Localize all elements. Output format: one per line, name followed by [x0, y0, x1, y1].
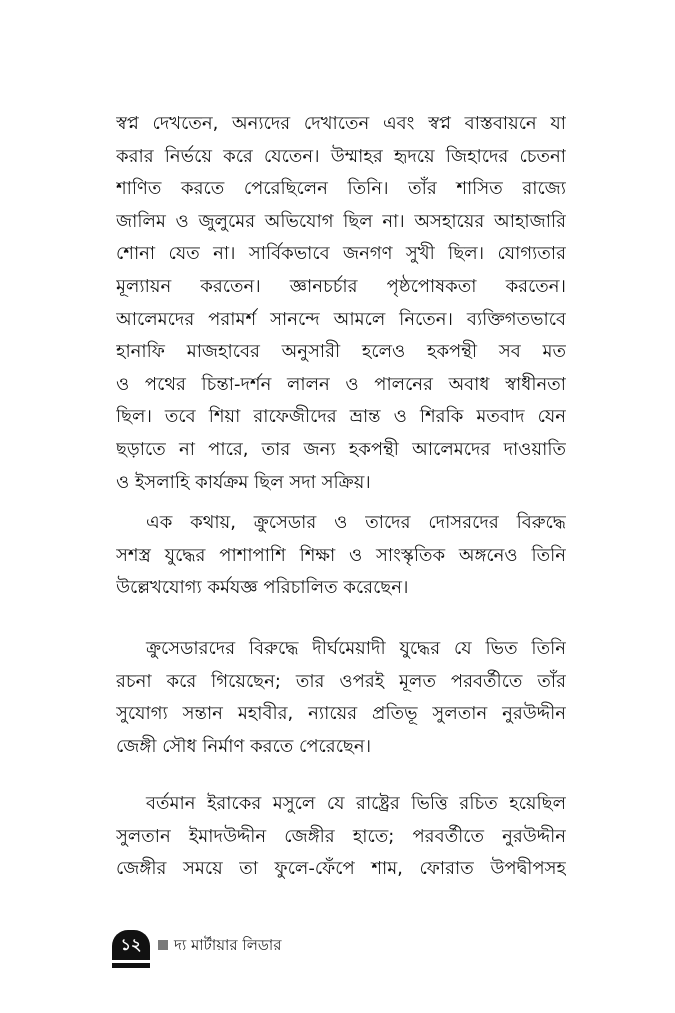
- text-line: জালিম ও জুলুমের অভিযোগ ছিল না। অসহায়ের আহাজারি: [116, 210, 566, 232]
- text-line: বর্তমান ইরাকের মসুলে যে রাষ্ট্রের ভিত্তি রচিত হয়েছিল: [146, 793, 566, 814]
- page-number-underline: [112, 963, 150, 968]
- text-line: সুযোগ্য সন্তান মহাবীর, ন্যায়ের প্রতিভূ সুলতান নুরউদ্দীন: [116, 703, 566, 725]
- text-line: সশস্ত্র যুদ্ধের পাশাপাশি শিক্ষা ও সাংস্কৃতিক অঙ্গনেও তিনি: [116, 544, 566, 566]
- text-line: সুলতান ইমাদউদ্দীন জেঙ্গীর হাতে; পরবর্তীতে নুরউদ্দীন: [116, 825, 566, 847]
- page-footer: [112, 930, 432, 974]
- page-number: ১২: [120, 934, 142, 954]
- text-line: শাণিত করতে পেরেছিলেন তিনি। তাঁর শাসিত রাজ্যে: [116, 178, 566, 200]
- text-line: জেঙ্গীর সময়ে তা ফুলে-ফেঁপে শাম, ফোরাত উপদ্বীপসহ: [116, 858, 566, 880]
- paragraph-3: [116, 633, 566, 763]
- paragraph-4: [116, 788, 566, 886]
- book-title: দ্য মার্টায়ার লিডার: [174, 936, 282, 954]
- text-line: হানাফি মাজহাবের অনুসারী হলেও হকপন্থী সব মত: [116, 341, 566, 363]
- text-line: মূল্যায়ন করতেন। জ্ঞানচর্চার পৃষ্ঠপোষকতা করতেন।: [116, 275, 566, 297]
- text-line: এক কথায়, ক্রুসেডার ও তাদের দোসরদের বিরুদ্ধে: [146, 512, 566, 533]
- text-line: উল্লেখযোগ্য কর্মযজ্ঞ পরিচালিত করেছেন।: [116, 577, 409, 599]
- paragraph-2: [116, 507, 566, 605]
- text-line: ছিল। তবে শিয়া রাফেজীদের ভ্রান্ত ও শিরকি মতবাদ যেন: [116, 406, 566, 428]
- text-line: জেঙ্গী সৌধ নির্মাণ করতে পেরেছেন।: [116, 735, 372, 757]
- text-line: ছড়াতে না পারে, তার জন্য হকপন্থী আলেমদের দাওয়াতি: [116, 438, 566, 460]
- square-bullet-icon: [158, 940, 168, 950]
- text-line: ক্রুসেডারদের বিরুদ্ধে দীর্ঘমেয়াদী যুদ্ধের যে ভিত তিনি: [146, 638, 566, 659]
- text-line: করার নির্ভয়ে করে যেতেন। উম্মাহর হৃদয়ে জিহাদের চেতনা: [116, 145, 566, 167]
- page-number-badge: [112, 930, 150, 960]
- text-line: আলেমদের পরামর্শ সানন্দে আমলে নিতেন। ব্যক্তিগতভাবে: [116, 308, 566, 330]
- text-line: ও ইসলাহি কার্যক্রম ছিল সদা সক্রিয়।: [116, 471, 371, 493]
- text-line: রচনা করে গিয়েছেন; তার ওপরই মূলত পরবর্তীতে তাঁর: [116, 670, 566, 692]
- paragraph-1: [116, 108, 566, 499]
- text-line: স্বপ্ন দেখতেন, অন্যদের দেখাতেন এবং স্বপ্ন বাস্তবায়নে যা: [116, 113, 566, 134]
- text-line: শোনা যেত না। সার্বিকভাবে জনগণ সুখী ছিল। যোগ্যতার: [116, 243, 566, 265]
- text-line: ও পথের চিন্তা-দর্শন লালন ও পালনের অবাধ স্বাধীনতা: [116, 373, 566, 395]
